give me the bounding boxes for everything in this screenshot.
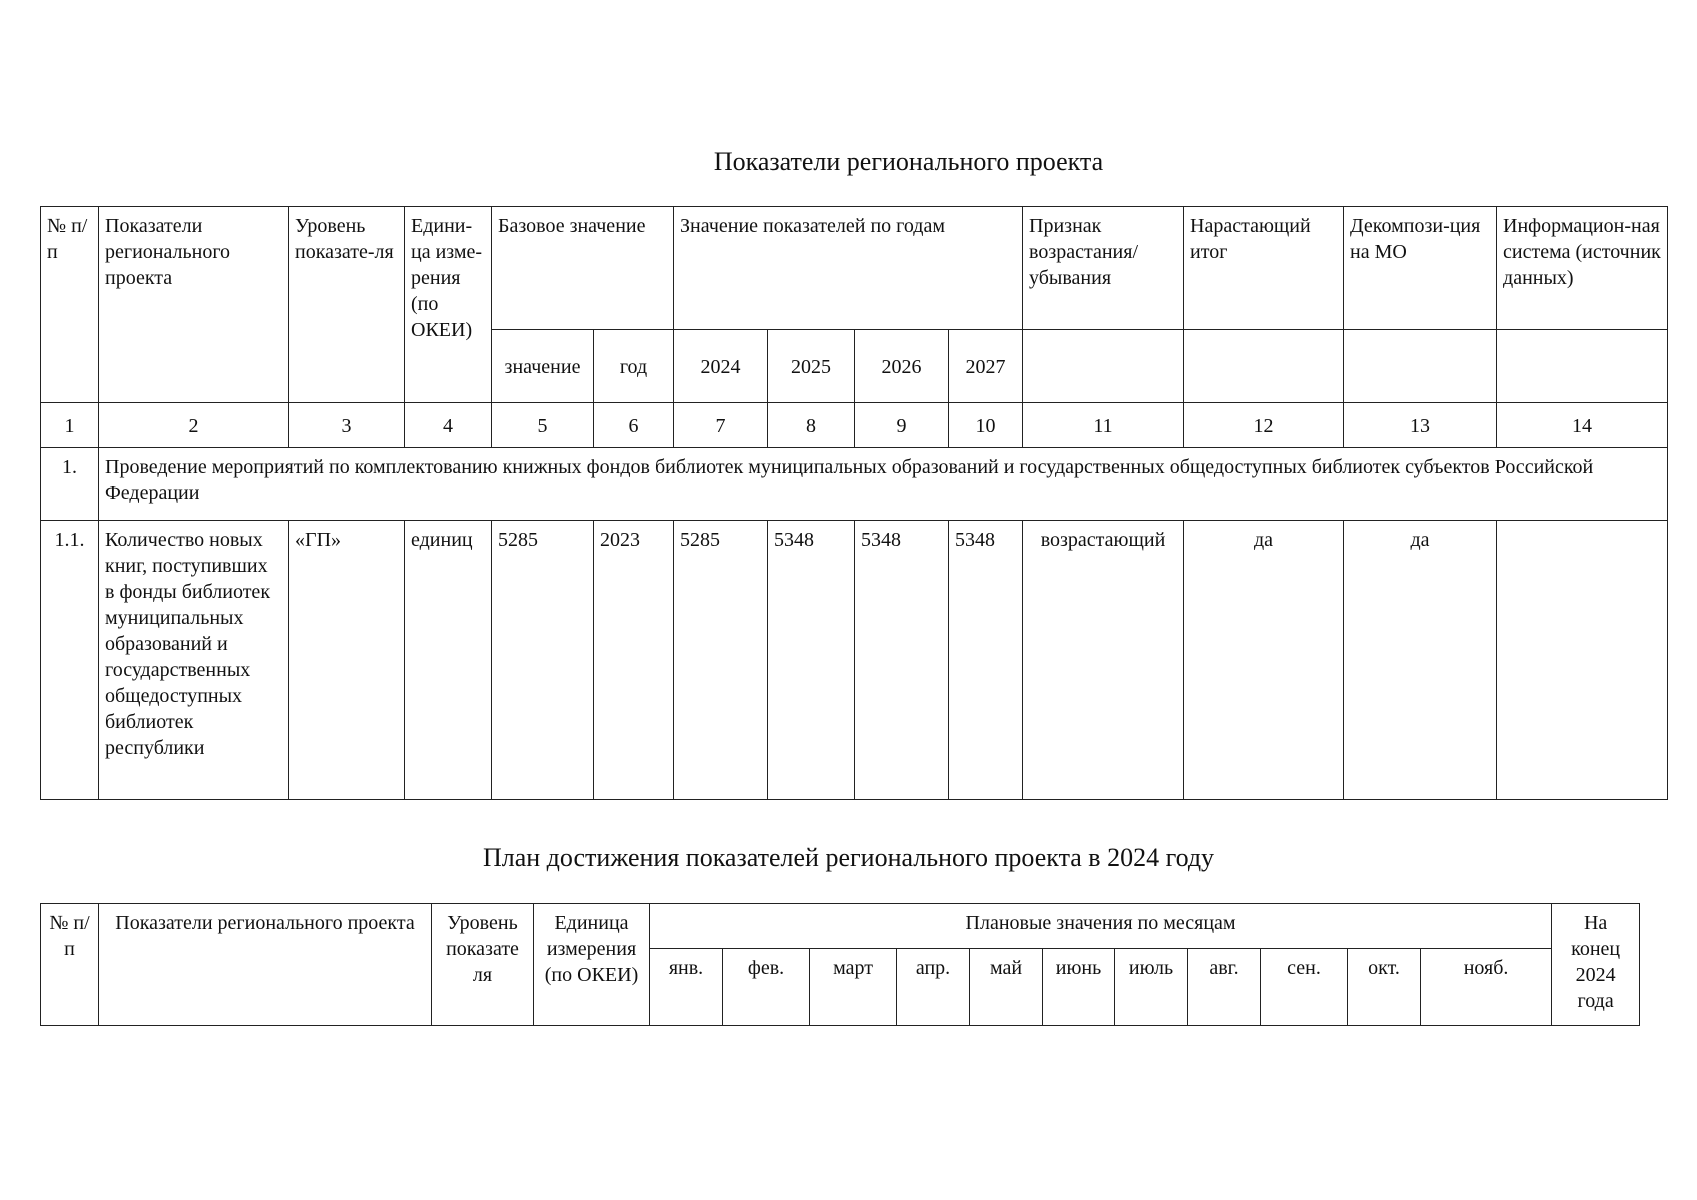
header-num: № п/п <box>41 207 99 403</box>
column-number: 7 <box>674 403 768 448</box>
row-num: 1.1. <box>41 521 99 800</box>
row-trend: возрастающий <box>1023 521 1184 800</box>
column-numbers-row <box>41 403 1668 448</box>
header-unit: Единица измерения (по ОКЕИ) <box>534 904 650 1026</box>
header-year: 2025 <box>768 330 855 403</box>
row-cumulative: да <box>1184 521 1344 800</box>
header-indicator: Показатели регионального проекта <box>99 904 432 1026</box>
header-month: март <box>810 949 897 1026</box>
column-number: 5 <box>492 403 594 448</box>
row-value-2027: 5348 <box>949 521 1023 800</box>
row-indicator: Количество новых книг, поступивших в фонды библиотек муниципальных образований и государственных общедоступных библиотек республики <box>99 521 289 800</box>
empty-cell <box>1344 330 1497 403</box>
row-level: «ГП» <box>289 521 405 800</box>
header-month: окт. <box>1348 949 1421 1026</box>
section-row <box>41 448 1668 521</box>
header-level: Уровень показате ля <box>432 904 534 1026</box>
plan-table <box>40 903 1640 1026</box>
column-number: 10 <box>949 403 1023 448</box>
table-row <box>41 521 1668 800</box>
empty-cell <box>1497 330 1668 403</box>
column-number: 13 <box>1344 403 1497 448</box>
header-info-system: Информацион-ная система (источник данных) <box>1497 207 1668 330</box>
empty-cell <box>1023 330 1184 403</box>
column-number: 4 <box>405 403 492 448</box>
column-number: 3 <box>289 403 405 448</box>
column-number: 2 <box>99 403 289 448</box>
header-month: янв. <box>650 949 723 1026</box>
header-row <box>41 904 1640 949</box>
column-number: 11 <box>1023 403 1184 448</box>
row-base-year: 2023 <box>594 521 674 800</box>
header-year: 2026 <box>855 330 949 403</box>
header-indicator: Показатели регионального проекта <box>99 207 289 403</box>
empty-cell <box>1184 330 1344 403</box>
header-month: апр. <box>897 949 970 1026</box>
header-month: май <box>970 949 1043 1026</box>
header-row <box>41 207 1668 330</box>
header-month: июнь <box>1043 949 1115 1026</box>
section-num: 1. <box>41 448 99 521</box>
header-base-year: год <box>594 330 674 403</box>
header-unit: Едини-ца изме-рения (по ОКЕИ) <box>405 207 492 403</box>
row-decomposition: да <box>1344 521 1497 800</box>
header-month: сен. <box>1261 949 1348 1026</box>
header-month: фев. <box>723 949 810 1026</box>
section-title: Проведение мероприятий по комплектованию книжных фондов библиотек муниципальных образований и государственных общедоступных библиотек субъектов Российской Федерации <box>99 448 1668 521</box>
header-level: Уровень показате-ля <box>289 207 405 403</box>
column-number: 12 <box>1184 403 1344 448</box>
header-year: 2024 <box>674 330 768 403</box>
column-number: 9 <box>855 403 949 448</box>
header-month: авг. <box>1188 949 1261 1026</box>
row-value-2025: 5348 <box>768 521 855 800</box>
header-base-value: значение <box>492 330 594 403</box>
header-cumulative: Нарастающий итог <box>1184 207 1344 330</box>
column-number: 14 <box>1497 403 1668 448</box>
header-decomposition: Декомпози-ция на МО <box>1344 207 1497 330</box>
table2-title: План достижения показателей регионального проекта в 2024 году <box>482 843 1215 872</box>
column-number: 8 <box>768 403 855 448</box>
column-number: 6 <box>594 403 674 448</box>
header-months-group: Плановые значения по месяцам <box>650 904 1552 949</box>
header-base: Базовое значение <box>492 207 674 330</box>
row-value-2024: 5285 <box>674 521 768 800</box>
row-unit: единиц <box>405 521 492 800</box>
header-num: № п/п <box>41 904 99 1026</box>
row-value-2026: 5348 <box>855 521 949 800</box>
row-base-value: 5285 <box>492 521 594 800</box>
table1-title: Показатели регионального проекта <box>713 147 1104 176</box>
row-info-system <box>1497 521 1668 800</box>
column-number: 1 <box>41 403 99 448</box>
indicators-table <box>40 206 1668 800</box>
header-years-group: Значение показателей по годам <box>674 207 1023 330</box>
header-trend: Признак возрастания/ убывания <box>1023 207 1184 330</box>
header-year: 2027 <box>949 330 1023 403</box>
header-month: нояб. <box>1421 949 1552 1026</box>
header-month: июль <box>1115 949 1188 1026</box>
header-end-of-year: На конец 2024 года <box>1552 904 1640 1026</box>
